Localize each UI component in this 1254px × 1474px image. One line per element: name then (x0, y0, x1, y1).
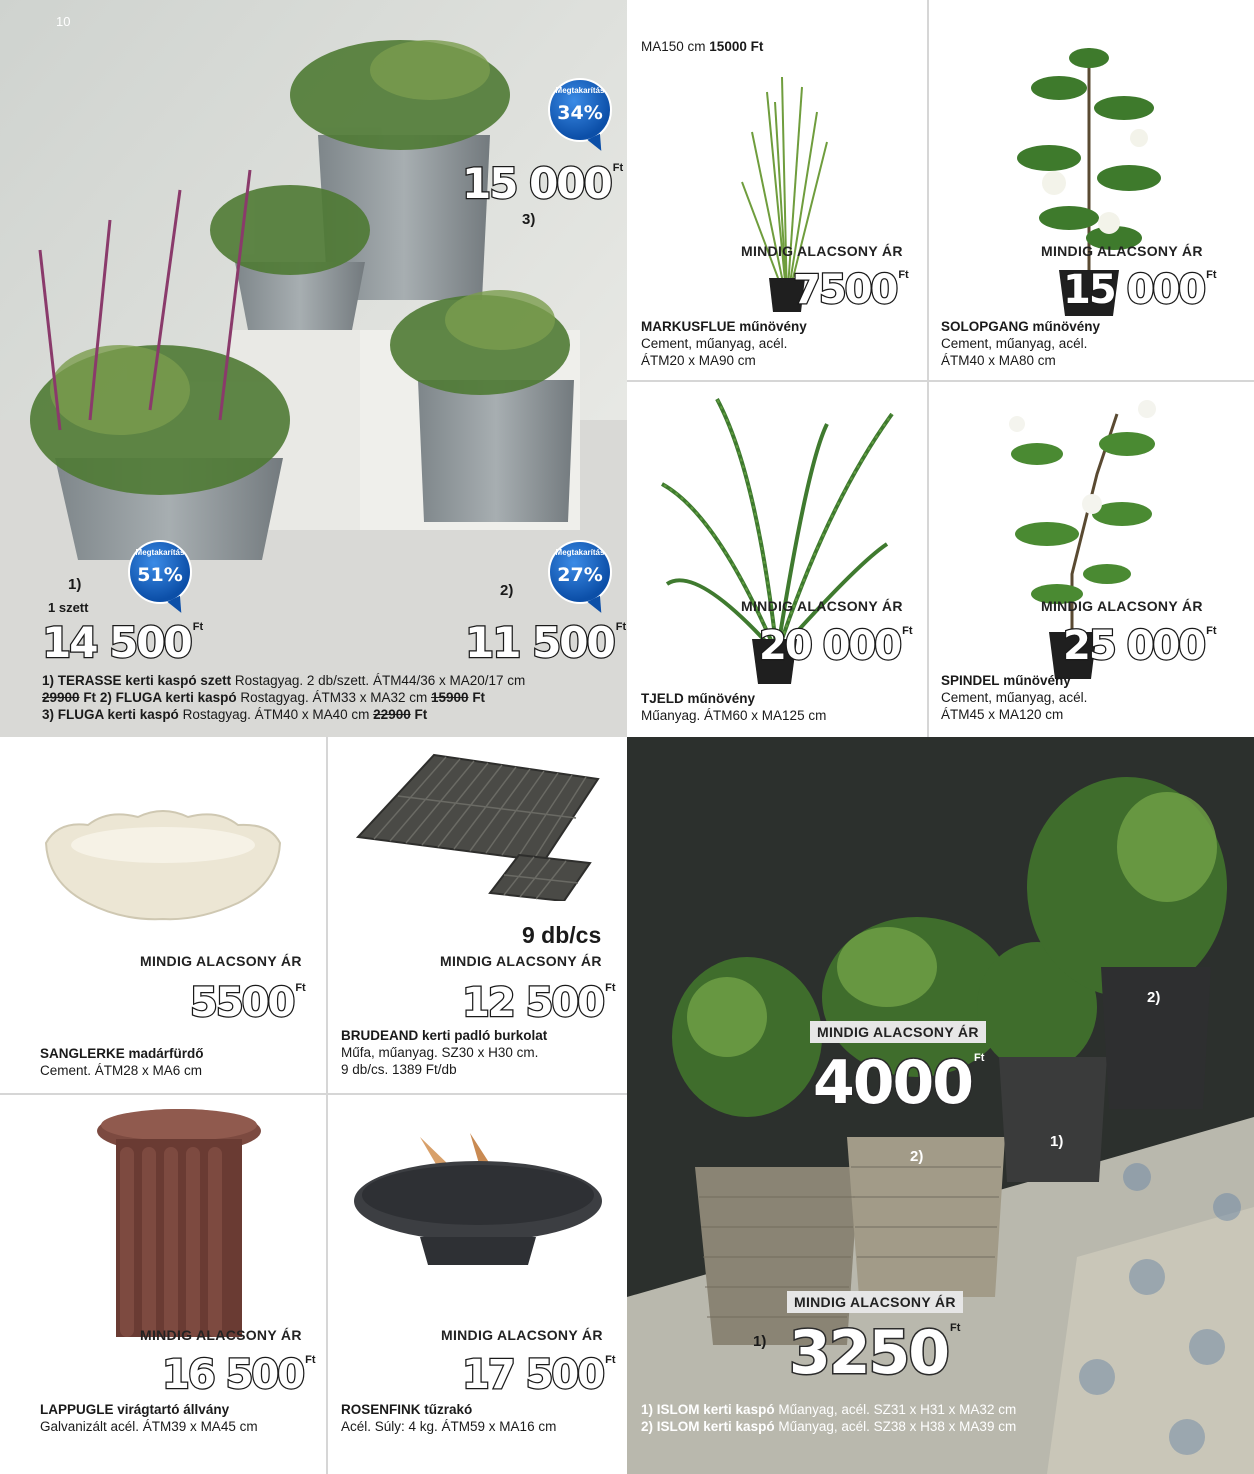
set-label: 1 szett (48, 600, 89, 615)
birdbath-image (38, 803, 288, 933)
spindel-description: SPINDEL műnövény Cement, műanyag, acél. ÁTM45 x MA120 cm (941, 673, 1088, 722)
terasse-fluga-description: 1) TERASSE kerti kaspó szett Rostagyag. 2 db/szett. ÁTM44/36 x MA20/17 cm 29900 Ft 2) FLUGA kerti kaspó Rostagyag. ÁTM33 x MA32 cm 15900 Ft 3) FLUGA kerti kaspó Rostagyag. ÁTM40 x MA40 cm 22900 Ft (42, 673, 526, 722)
brudeand-description: BRUDEAND kerti padló burkolat Műfa, műanyag. SZ30 x H30 cm. 9 db/cs. 1389 Ft/db (341, 1028, 548, 1077)
lappugle-description: LAPPUGLE virágtartó állvány Galvanizált acél. ÁTM39 x MA45 cm (40, 1402, 258, 1434)
lappugle-pill: MINDIG ALACSONY ÁR (140, 1327, 302, 1343)
plant-stand-image (94, 1107, 264, 1347)
badge-arc-text: Megtakarítás (555, 86, 605, 95)
brudeand-pill: MINDIG ALACSONY ÁR (440, 953, 602, 969)
plant-grid (627, 0, 1254, 737)
label-3: 3) (522, 211, 536, 228)
solopgang-price: 15 000 $^{Ft}$ (1063, 267, 1217, 313)
solopgang-pill: MINDIG ALACSONY ÁR (1041, 243, 1203, 259)
tjeld-price: 20 000 $^{Ft}$ (759, 623, 913, 669)
markusflue-pill: MINDIG ALACSONY ÁR (741, 243, 903, 259)
islom-pill-bottom: MINDIG ALACSONY ÁR (787, 1291, 963, 1313)
label-1: 1) (68, 576, 82, 593)
islom-photo-section (627, 737, 1254, 1474)
markusflue-extra: MA150 cm 15000 Ft (641, 39, 764, 54)
discount-badge-34 (548, 78, 612, 142)
markusflue-description: MARKUSFLUE műnövény Cement, műanyag, acél. ÁTM20 x MA90 cm (641, 319, 807, 368)
islom-label-1-pot: 1) (1050, 1133, 1064, 1150)
solopgang-description: SOLOPGANG műnövény Cement, műanyag, acél. ÁTM40 x MA80 cm (941, 319, 1101, 368)
islom-label-2-pot: 2) (910, 1148, 924, 1165)
brudeand-price: 12 500 $^{Ft}$ (462, 980, 616, 1026)
discount-badge-27 (548, 540, 612, 604)
sanglerke-description: SANGLERKE madárfürdő Cement. ÁTM28 x MA6 cm (40, 1046, 204, 1078)
price-terasse: 14 500 $^{Ft}$ (42, 618, 204, 667)
grid-divider (627, 380, 1254, 382)
rosenfink-description: ROSENFINK tűzrakó Acél. Súly: 4 kg. ÁTM59 x MA16 cm (341, 1402, 557, 1434)
spindel-price: 25 000 $^{Ft}$ (1063, 623, 1217, 669)
islom-price-bottom: 3250 $^{Ft}$ (789, 1318, 961, 1388)
tjeld-description: TJELD műnövény Műanyag. ÁTM60 x MA125 cm (641, 691, 827, 723)
fire-bowl-image (350, 1125, 606, 1305)
price-fluga-large: 15 000 $^{Ft}$ (462, 159, 624, 208)
label-2: 2) (500, 582, 514, 599)
badge-arc-text: Megtakarítás (135, 548, 185, 557)
sanglerke-price: 5500 $^{Ft}$ (190, 980, 306, 1026)
garden-items-grid (0, 737, 627, 1474)
badge-arc-text: Megtakarítás (555, 548, 605, 557)
terasse-fluga-photo-section (0, 0, 627, 737)
badge-percent: 34% (557, 102, 603, 124)
deck-tiles-image (354, 751, 604, 901)
lappugle-price: 16 500 $^{Ft}$ (162, 1352, 316, 1398)
rosenfink-pill: MINDIG ALACSONY ÁR (441, 1327, 603, 1343)
islom-price-top: 4000 $^{Ft}$ (813, 1048, 985, 1118)
price-fluga-small: 11 500 $^{Ft}$ (465, 618, 627, 667)
markusflue-price: 7500 $^{Ft}$ (793, 267, 909, 313)
page-number: 10 (56, 14, 71, 29)
islom-label-1-left: 1) (753, 1333, 767, 1350)
tjeld-pill: MINDIG ALACSONY ÁR (741, 598, 903, 614)
grid-divider (0, 1093, 627, 1095)
brudeand-quantity: 9 db/cs (522, 922, 602, 948)
badge-percent: 27% (557, 564, 603, 586)
islom-label-2-back: 2) (1147, 989, 1161, 1006)
badge-percent: 51% (137, 564, 183, 586)
sanglerke-pill: MINDIG ALACSONY ÁR (140, 953, 302, 969)
grid-divider (326, 737, 328, 1474)
islom-pill-top: MINDIG ALACSONY ÁR (810, 1021, 986, 1043)
rosenfink-price: 17 500 $^{Ft}$ (462, 1352, 616, 1398)
discount-badge-51 (128, 540, 192, 604)
islom-description: 1) ISLOM kerti kaspó Műanyag, acél. SZ31 x H31 x MA32 cm 2) ISLOM kerti kaspó Műanyag, acél. SZ38 x H38 x MA39 cm (641, 1402, 1017, 1434)
grid-divider (927, 0, 929, 737)
spindel-pill: MINDIG ALACSONY ÁR (1041, 598, 1203, 614)
